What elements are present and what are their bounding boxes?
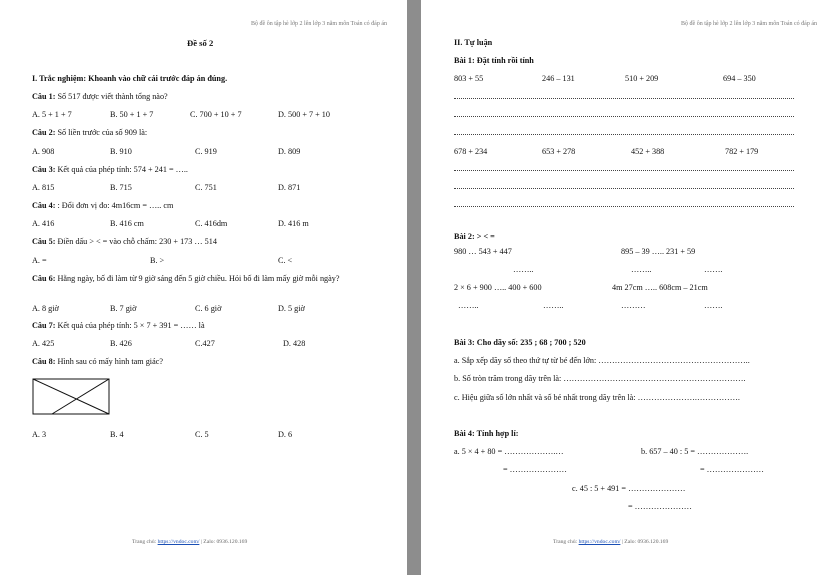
q1-option-d[interactable]: D. 500 + 7 + 10 bbox=[278, 110, 330, 119]
exam-title: Đề số 2 bbox=[187, 38, 214, 48]
q6-option-c[interactable]: C. 6 giờ bbox=[195, 304, 222, 313]
q7-option-a[interactable]: A. 425 bbox=[32, 339, 55, 348]
section-heading: II. Tự luận bbox=[454, 38, 493, 47]
footer-link[interactable]: https://vndoc.com/ bbox=[157, 539, 200, 545]
section-heading: I. Trắc nghiệm: Khoanh vào chữ cái trước đáp án đúng. bbox=[32, 74, 228, 83]
q6-option-a[interactable]: A. 8 giờ bbox=[32, 304, 59, 313]
exercise-4-a: a. 5 × 4 + 80 = ……………….… bbox=[454, 447, 564, 456]
q3-option-b[interactable]: B. 715 bbox=[110, 183, 132, 192]
q1-option-b[interactable]: B. 50 + 1 + 7 bbox=[110, 110, 154, 119]
exercise-3-title: Bài 3: Cho dãy số: 235 ; 68 ; 700 ; 520 bbox=[454, 338, 586, 347]
compare-item: 980 … 543 + 447 bbox=[454, 247, 512, 256]
left-page bbox=[0, 0, 407, 575]
q4-option-a[interactable]: A. 416 bbox=[32, 219, 55, 228]
q5-option-c[interactable]: C. < bbox=[278, 256, 293, 265]
exercise-2-title: Bài 2: > < = bbox=[454, 232, 495, 241]
q4-option-b[interactable]: B. 416 cm bbox=[110, 219, 144, 228]
q3-option-d[interactable]: D. 871 bbox=[278, 183, 301, 192]
answer-line[interactable] bbox=[454, 170, 794, 171]
exercise-1-title: Bài 1: Đặt tính rồi tính bbox=[454, 56, 534, 65]
q1-option-a[interactable]: A. 5 + 1 + 7 bbox=[32, 110, 72, 119]
question-1: Câu 1: Số 517 được viết thành tổng nào? bbox=[32, 92, 168, 101]
right-page bbox=[421, 0, 829, 575]
calc-item: 694 – 350 bbox=[723, 74, 756, 83]
question-2: Câu 2: Số liền trước của số 909 là: bbox=[32, 128, 148, 137]
q2-option-a[interactable]: A. 908 bbox=[32, 147, 55, 156]
exercise-4-c-result: = ………………… bbox=[628, 502, 692, 511]
calc-item: 452 + 388 bbox=[631, 147, 665, 156]
exercise-3-c: c. Hiệu giữa số lớn nhất và số bé nhất trong dãy trên là: ………………….……………. bbox=[454, 393, 740, 402]
page-header: Bộ đề ôn tập hè lớp 2 lên lớp 3 năm môn Toán có đáp án bbox=[251, 21, 387, 27]
compare-item: 4m 27cm ….. 608cm – 21cm bbox=[612, 283, 708, 292]
q4-option-c[interactable]: C. 416dm bbox=[195, 219, 228, 228]
compare-item: 2 × 6 + 900 ….. 400 + 600 bbox=[454, 283, 542, 292]
q5-option-a[interactable]: A. = bbox=[32, 256, 47, 265]
q7-option-c[interactable]: C.427 bbox=[195, 339, 215, 348]
answer-dots[interactable]: …….. bbox=[458, 301, 479, 310]
q2-option-b[interactable]: B. 910 bbox=[110, 147, 132, 156]
question-4: Câu 4: : Đổi đơn vị đo: 4m16cm = ….. cm bbox=[32, 201, 174, 210]
q8-option-b[interactable]: B. 4 bbox=[110, 430, 124, 439]
q8-option-c[interactable]: C. 5 bbox=[195, 430, 209, 439]
q6-option-d[interactable]: D. 5 giờ bbox=[278, 304, 305, 313]
q7-option-d[interactable]: D. 428 bbox=[283, 339, 306, 348]
q3-option-a[interactable]: A. 815 bbox=[32, 183, 55, 192]
q1-option-c[interactable]: C. 700 + 10 + 7 bbox=[190, 110, 242, 119]
calc-item: 653 + 278 bbox=[542, 147, 576, 156]
answer-line[interactable] bbox=[454, 206, 794, 207]
answer-dots[interactable]: …….. bbox=[543, 301, 564, 310]
q8-option-a[interactable]: A. 3 bbox=[32, 430, 47, 439]
exercise-4-title: Bài 4: Tính hợp lí: bbox=[454, 429, 519, 438]
footer-link[interactable]: https://vndoc.com/ bbox=[578, 539, 621, 545]
exercise-3-a: a. Sắp xếp dãy số theo thứ tự từ bé đến lớn: ……………………………………………….. bbox=[454, 356, 750, 365]
calc-item: 246 – 131 bbox=[542, 74, 575, 83]
triangle-figure bbox=[32, 378, 112, 416]
q6-option-b[interactable]: B. 7 giờ bbox=[110, 304, 137, 313]
q5-option-b[interactable]: B. > bbox=[150, 256, 165, 265]
page-footer: Trang chủ: https://vndoc.com/ | Zalo: 0936.120.169 bbox=[132, 539, 248, 545]
answer-line[interactable] bbox=[454, 134, 794, 135]
calc-item: 782 + 179 bbox=[725, 147, 759, 156]
q7-option-b[interactable]: B. 426 bbox=[110, 339, 132, 348]
exercise-3-b: b. Số tròn trăm trong dãy trên là: …………………………………………………………. bbox=[454, 374, 746, 383]
q8-option-d[interactable]: D. 6 bbox=[278, 430, 293, 439]
question-8: Câu 8: Hình sau có mấy hình tam giác? bbox=[32, 357, 163, 366]
answer-dots[interactable]: …….. bbox=[631, 265, 652, 274]
exercise-4-b: b. 657 – 40 : 5 = ………………. bbox=[641, 447, 749, 456]
question-7: Câu 7: Kết quả của phép tính: 5 × 7 + 391 = …… là bbox=[32, 321, 205, 330]
answer-dots[interactable]: ……. bbox=[704, 265, 723, 274]
page-footer: Trang chủ: https://vndoc.com/ | Zalo: 0936.120.169 bbox=[553, 539, 669, 545]
q3-option-c[interactable]: C. 751 bbox=[195, 183, 217, 192]
question-5: Câu 5: Điền dấu > < = vào chỗ chấm: 230 + 173 … 514 bbox=[32, 237, 217, 246]
answer-line[interactable] bbox=[454, 116, 794, 117]
exercise-4-c: c. 45 : 5 + 491 = ………………… bbox=[572, 484, 686, 493]
answer-line[interactable] bbox=[454, 98, 794, 99]
answer-dots[interactable]: ……. bbox=[704, 301, 723, 310]
compare-item: 895 – 39 ….. 231 + 59 bbox=[621, 247, 696, 256]
answer-dots[interactable]: ……… bbox=[621, 301, 646, 310]
question-3: Câu 3: Kết quả của phép tính: 574 + 241 = ….. bbox=[32, 165, 188, 174]
q2-option-c[interactable]: C. 919 bbox=[195, 147, 217, 156]
answer-dots[interactable]: …….. bbox=[513, 265, 534, 274]
page-header: Bộ đề ôn tập hè lớp 2 lên lớp 3 năm môn Toán có đáp án bbox=[681, 21, 817, 27]
calc-item: 678 + 234 bbox=[454, 147, 488, 156]
exercise-4-a-result: = ………………… bbox=[503, 465, 567, 474]
q2-option-d[interactable]: D. 809 bbox=[278, 147, 301, 156]
calc-item: 510 + 209 bbox=[625, 74, 659, 83]
calc-item: 803 + 55 bbox=[454, 74, 484, 83]
answer-line[interactable] bbox=[454, 188, 794, 189]
q4-option-d[interactable]: D. 416 m bbox=[278, 219, 309, 228]
exercise-4-b-result: = ………………… bbox=[700, 465, 764, 474]
question-6: Câu 6: Hằng ngày, bố đi làm từ 9 giờ sáng đến 5 giờ chiều. Hỏi bố đi làm mấy giờ mỗi ngày? bbox=[32, 274, 340, 283]
